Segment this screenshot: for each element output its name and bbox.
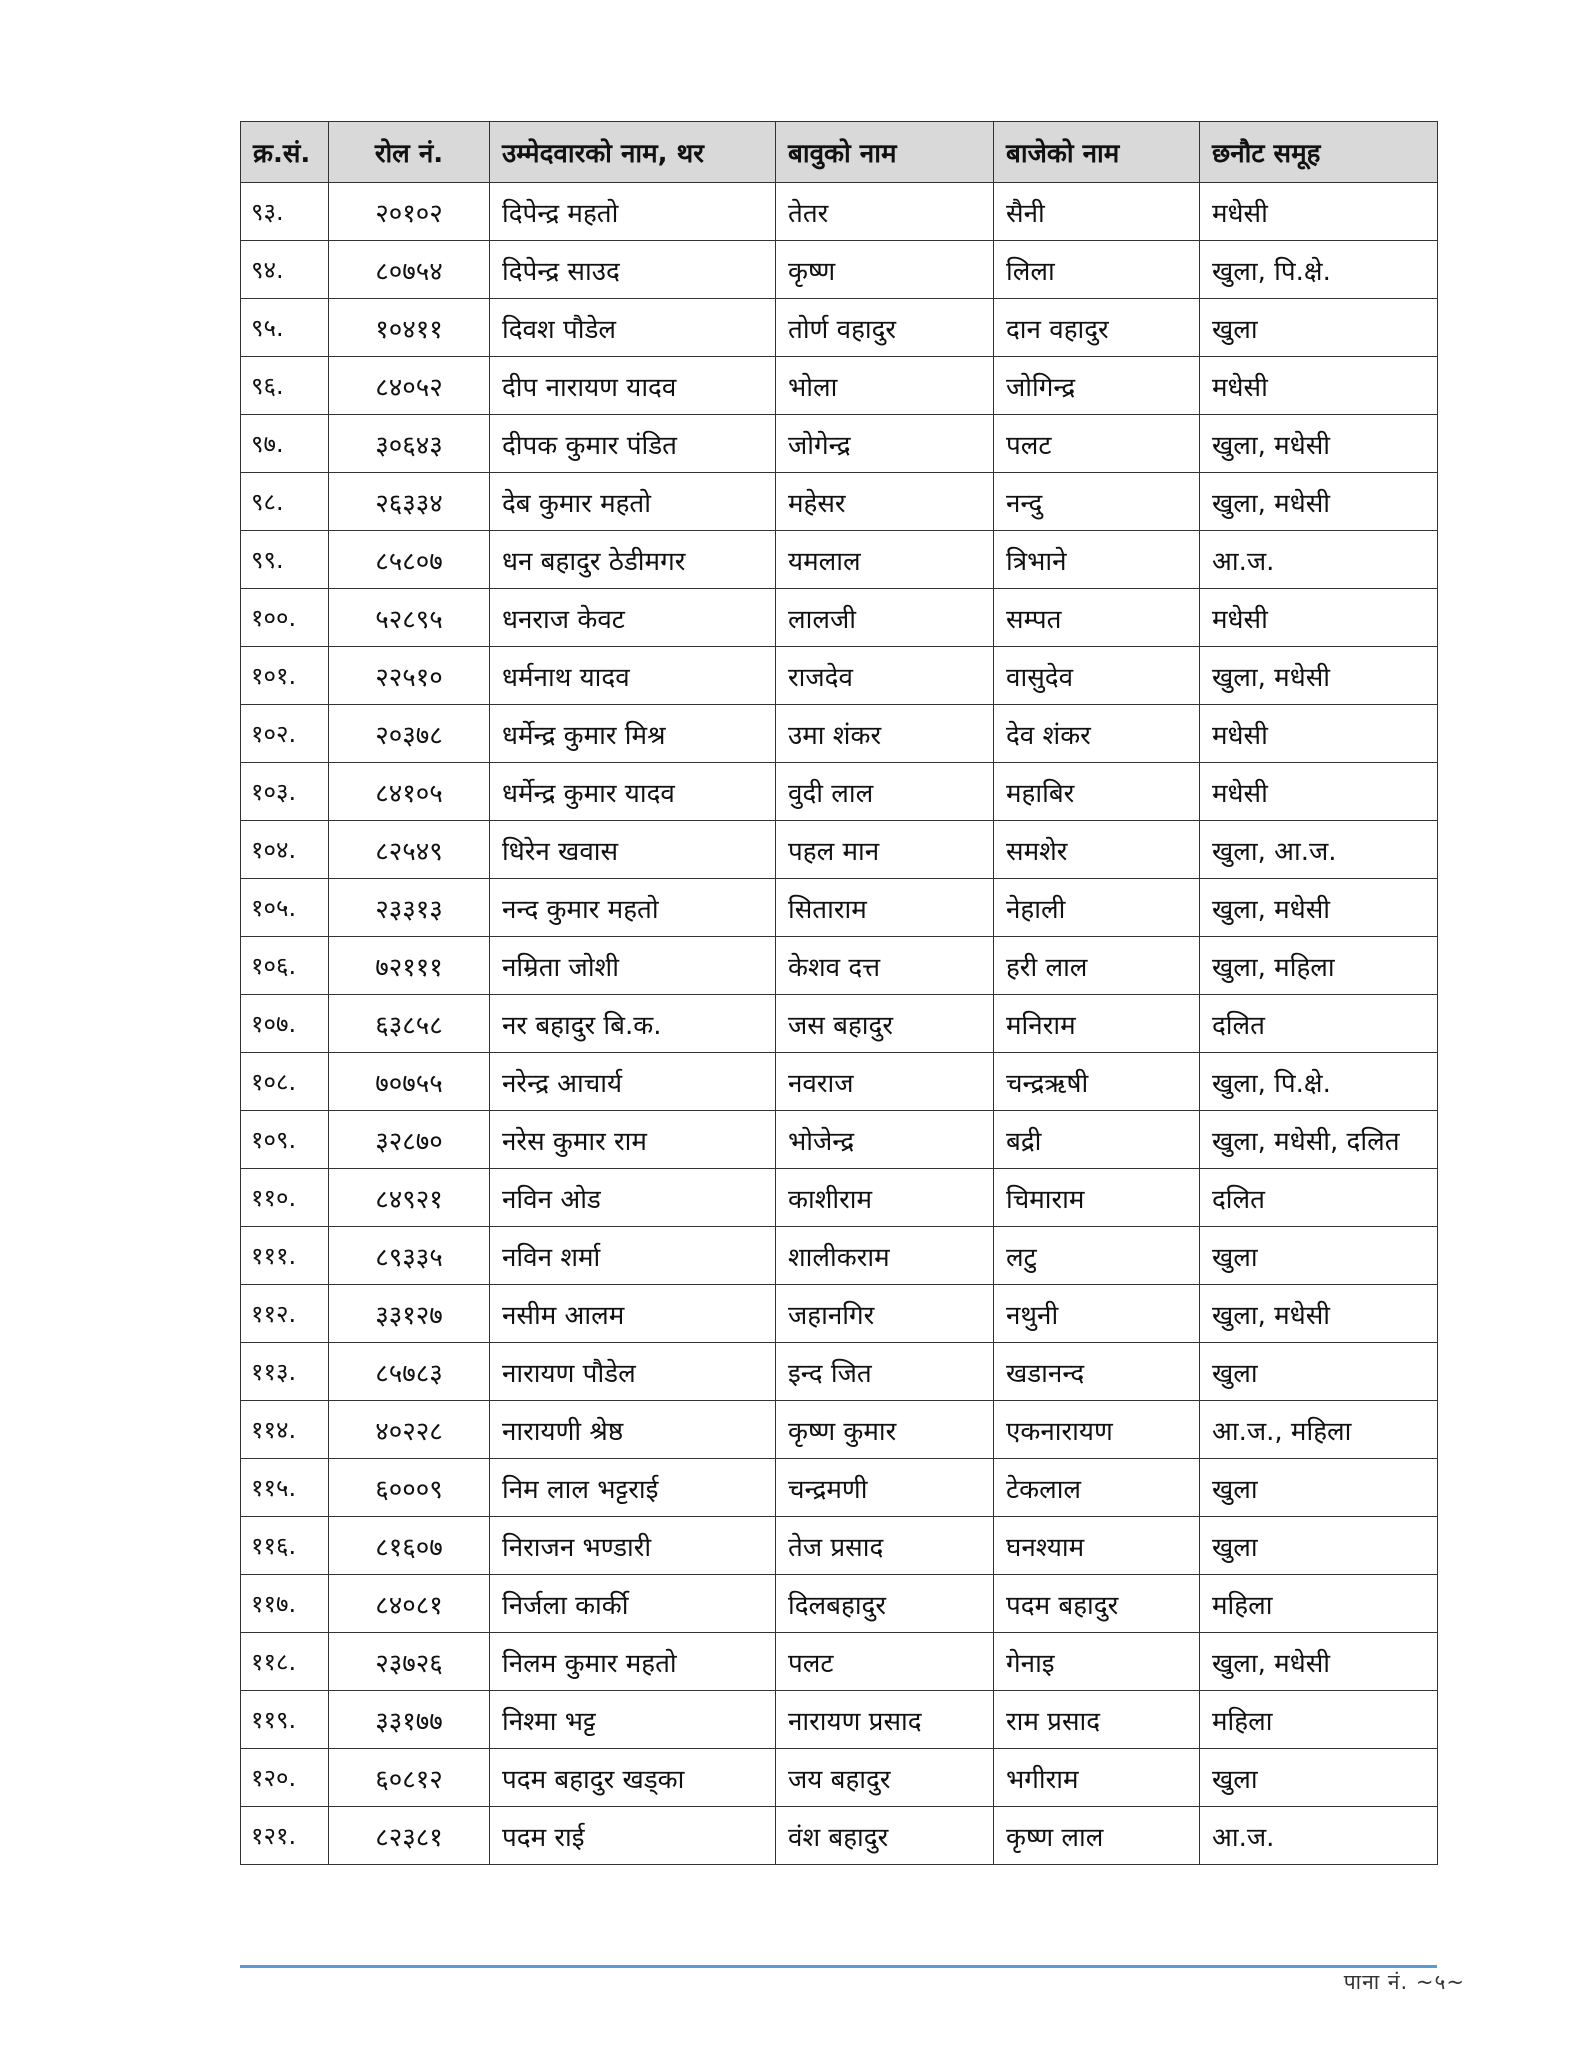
cell-serial-number: ९८. <box>241 473 329 531</box>
cell-candidate-name: देब कुमार महतो <box>490 473 776 531</box>
cell-roll-number: ३०६४३ <box>329 415 490 473</box>
cell-candidate-name: नरेस कुमार राम <box>490 1111 776 1169</box>
cell-serial-number: ११२. <box>241 1285 329 1343</box>
table-row <box>241 1575 1438 1633</box>
cell-candidate-name: धनराज केवट <box>490 589 776 647</box>
table-row <box>241 241 1438 299</box>
cell-father-name: तेतर <box>776 183 994 241</box>
table-body <box>241 183 1438 1865</box>
cell-candidate-name: नन्द कुमार महतो <box>490 879 776 937</box>
cell-selection-group: खुला <box>1200 299 1438 357</box>
cell-father-name: तोर्ण वहादुर <box>776 299 994 357</box>
cell-serial-number: १००. <box>241 589 329 647</box>
cell-selection-group: मधेसी <box>1200 705 1438 763</box>
cell-candidate-name: नम्रिता जोशी <box>490 937 776 995</box>
table-row <box>241 415 1438 473</box>
table-row <box>241 1169 1438 1227</box>
cell-grandfather-name: त्रिभाने <box>994 531 1200 589</box>
cell-candidate-name: निराजन भण्डारी <box>490 1517 776 1575</box>
cell-candidate-name: निलम कुमार महतो <box>490 1633 776 1691</box>
cell-serial-number: ९६. <box>241 357 329 415</box>
cell-father-name: जोगेन्द्र <box>776 415 994 473</box>
cell-serial-number: ११६. <box>241 1517 329 1575</box>
cell-candidate-name: दिपेन्द्र साउद <box>490 241 776 299</box>
table-row <box>241 937 1438 995</box>
cell-grandfather-name: चिमाराम <box>994 1169 1200 1227</box>
cell-roll-number: ८४१०५ <box>329 763 490 821</box>
header-grandfather-name: बाजेको नाम <box>994 122 1200 183</box>
table-row <box>241 357 1438 415</box>
table-row <box>241 531 1438 589</box>
cell-selection-group: खुला <box>1200 1343 1438 1401</box>
cell-father-name: काशीराम <box>776 1169 994 1227</box>
cell-grandfather-name: जोगिन्द्र <box>994 357 1200 415</box>
cell-selection-group: खुला, मधेसी <box>1200 473 1438 531</box>
cell-selection-group: खुला, पि.क्षे. <box>1200 241 1438 299</box>
cell-father-name: नवराज <box>776 1053 994 1111</box>
cell-candidate-name: पदम राई <box>490 1807 776 1865</box>
cell-father-name: पलट <box>776 1633 994 1691</box>
cell-serial-number: ११४. <box>241 1401 329 1459</box>
table-row <box>241 1227 1438 1285</box>
cell-serial-number: ११७. <box>241 1575 329 1633</box>
cell-roll-number: ६३८५८ <box>329 995 490 1053</box>
cell-candidate-name: धन बहादुर ठेडीमगर <box>490 531 776 589</box>
cell-serial-number: ९५. <box>241 299 329 357</box>
header-candidate-name: उम्मेदवारको नाम, थर <box>490 122 776 183</box>
cell-roll-number: ३३१२७ <box>329 1285 490 1343</box>
cell-candidate-name: धर्मेन्द्र कुमार यादव <box>490 763 776 821</box>
cell-grandfather-name: लिला <box>994 241 1200 299</box>
cell-candidate-name: नविन शर्मा <box>490 1227 776 1285</box>
cell-candidate-name: दिवश पौडेल <box>490 299 776 357</box>
cell-candidate-name: नर बहादुर बि.क. <box>490 995 776 1053</box>
cell-selection-group: महिला <box>1200 1691 1438 1749</box>
cell-roll-number: ७२१११ <box>329 937 490 995</box>
cell-selection-group: खुला <box>1200 1749 1438 1807</box>
cell-candidate-name: निम लाल भट्टराई <box>490 1459 776 1517</box>
header-father-name: बावुको नाम <box>776 122 994 183</box>
table-row <box>241 647 1438 705</box>
table-row <box>241 1343 1438 1401</box>
cell-selection-group: महिला <box>1200 1575 1438 1633</box>
cell-roll-number: ५२८९५ <box>329 589 490 647</box>
cell-grandfather-name: महाबिर <box>994 763 1200 821</box>
cell-father-name: सिताराम <box>776 879 994 937</box>
cell-grandfather-name: पदम बहादुर <box>994 1575 1200 1633</box>
cell-selection-group: खुला, मधेसी <box>1200 1285 1438 1343</box>
cell-selection-group: खुला, मधेसी <box>1200 415 1438 473</box>
cell-roll-number: ७०७५५ <box>329 1053 490 1111</box>
table-row <box>241 763 1438 821</box>
cell-father-name: भोजेन्द्र <box>776 1111 994 1169</box>
cell-grandfather-name: चन्द्रऋषी <box>994 1053 1200 1111</box>
cell-roll-number: १०४११ <box>329 299 490 357</box>
cell-father-name: शालीकराम <box>776 1227 994 1285</box>
cell-candidate-name: दीपक कुमार पंडित <box>490 415 776 473</box>
cell-roll-number: २३७२६ <box>329 1633 490 1691</box>
cell-selection-group: खुला, मधेसी <box>1200 1633 1438 1691</box>
cell-grandfather-name: भगीराम <box>994 1749 1200 1807</box>
cell-father-name: उमा शंकर <box>776 705 994 763</box>
cell-serial-number: १०५. <box>241 879 329 937</box>
cell-serial-number: १०८. <box>241 1053 329 1111</box>
cell-grandfather-name: गेनाइ <box>994 1633 1200 1691</box>
cell-serial-number: ९४. <box>241 241 329 299</box>
cell-roll-number: २२५१० <box>329 647 490 705</box>
cell-candidate-name: निर्जला कार्की <box>490 1575 776 1633</box>
cell-father-name: केशव दत्त <box>776 937 994 995</box>
cell-selection-group: खुला <box>1200 1459 1438 1517</box>
cell-father-name: नारायण प्रसाद <box>776 1691 994 1749</box>
cell-selection-group: मधेसी <box>1200 589 1438 647</box>
table-row <box>241 705 1438 763</box>
table-row <box>241 1285 1438 1343</box>
cell-selection-group: मधेसी <box>1200 183 1438 241</box>
table-row <box>241 1459 1438 1517</box>
table-row <box>241 183 1438 241</box>
cell-roll-number: २०१०२ <box>329 183 490 241</box>
cell-serial-number: ११०. <box>241 1169 329 1227</box>
cell-father-name: इन्द जित <box>776 1343 994 1401</box>
cell-serial-number: १०४. <box>241 821 329 879</box>
cell-father-name: कृष्ण कुमार <box>776 1401 994 1459</box>
cell-serial-number: ११९. <box>241 1691 329 1749</box>
table-row <box>241 879 1438 937</box>
cell-grandfather-name: पलट <box>994 415 1200 473</box>
cell-father-name: भोला <box>776 357 994 415</box>
cell-serial-number: ९९. <box>241 531 329 589</box>
cell-grandfather-name: राम प्रसाद <box>994 1691 1200 1749</box>
cell-grandfather-name: कृष्ण लाल <box>994 1807 1200 1865</box>
table-row <box>241 1517 1438 1575</box>
cell-roll-number: ८२३८१ <box>329 1807 490 1865</box>
cell-serial-number: ९३. <box>241 183 329 241</box>
cell-roll-number: ८२५४९ <box>329 821 490 879</box>
cell-candidate-name: नारायण पौडेल <box>490 1343 776 1401</box>
cell-selection-group: खुला <box>1200 1227 1438 1285</box>
cell-selection-group: खुला, पि.क्षे. <box>1200 1053 1438 1111</box>
cell-father-name: वुदी लाल <box>776 763 994 821</box>
cell-serial-number: १०१. <box>241 647 329 705</box>
cell-father-name: पहल मान <box>776 821 994 879</box>
cell-selection-group: खुला, मधेसी <box>1200 879 1438 937</box>
cell-candidate-name: नविन ओड <box>490 1169 776 1227</box>
cell-candidate-name: पदम बहादुर खड्का <box>490 1749 776 1807</box>
cell-grandfather-name: देव शंकर <box>994 705 1200 763</box>
cell-roll-number: ६०००९ <box>329 1459 490 1517</box>
cell-father-name: तेज प्रसाद <box>776 1517 994 1575</box>
page-number: पाना नं. ~५~ <box>1343 1970 1465 1994</box>
cell-grandfather-name: नथुनी <box>994 1285 1200 1343</box>
cell-candidate-name: नारायणी श्रेष्ठ <box>490 1401 776 1459</box>
cell-grandfather-name: लटु <box>994 1227 1200 1285</box>
cell-roll-number: ८४०५२ <box>329 357 490 415</box>
cell-selection-group: खुला, आ.ज. <box>1200 821 1438 879</box>
cell-roll-number: २३३१३ <box>329 879 490 937</box>
cell-roll-number: ८५८०७ <box>329 531 490 589</box>
cell-selection-group: मधेसी <box>1200 763 1438 821</box>
cell-candidate-name: धर्मनाथ यादव <box>490 647 776 705</box>
cell-grandfather-name: खडानन्द <box>994 1343 1200 1401</box>
cell-selection-group: आ.ज. <box>1200 531 1438 589</box>
cell-father-name: राजदेव <box>776 647 994 705</box>
cell-father-name: जय बहादुर <box>776 1749 994 1807</box>
cell-father-name: लालजी <box>776 589 994 647</box>
cell-selection-group: खुला, महिला <box>1200 937 1438 995</box>
cell-roll-number: ८९३३५ <box>329 1227 490 1285</box>
cell-candidate-name: नसीम आलम <box>490 1285 776 1343</box>
cell-selection-group: दलित <box>1200 995 1438 1053</box>
cell-roll-number: ८१६०७ <box>329 1517 490 1575</box>
table-row <box>241 299 1438 357</box>
cell-roll-number: २०३७८ <box>329 705 490 763</box>
cell-roll-number: ६०८१२ <box>329 1749 490 1807</box>
cell-candidate-name: निश्मा भट्ट <box>490 1691 776 1749</box>
cell-candidate-name: दिपेन्द्र महतो <box>490 183 776 241</box>
cell-grandfather-name: नेहाली <box>994 879 1200 937</box>
cell-roll-number: ३२८७० <box>329 1111 490 1169</box>
cell-roll-number: ८४०८१ <box>329 1575 490 1633</box>
cell-serial-number: १२१. <box>241 1807 329 1865</box>
table-row <box>241 1633 1438 1691</box>
cell-grandfather-name: नन्दु <box>994 473 1200 531</box>
cell-grandfather-name: बद्री <box>994 1111 1200 1169</box>
header-roll-number: रोल नं. <box>329 122 490 183</box>
cell-roll-number: २६३३४ <box>329 473 490 531</box>
cell-selection-group: दलित <box>1200 1169 1438 1227</box>
candidate-list-table <box>240 121 1438 1865</box>
cell-selection-group: खुला, मधेसी, दलित <box>1200 1111 1438 1169</box>
cell-grandfather-name: घनश्याम <box>994 1517 1200 1575</box>
cell-grandfather-name: सम्पत <box>994 589 1200 647</box>
cell-serial-number: १२०. <box>241 1749 329 1807</box>
cell-serial-number: १०६. <box>241 937 329 995</box>
cell-grandfather-name: टेकलाल <box>994 1459 1200 1517</box>
cell-grandfather-name: वासुदेव <box>994 647 1200 705</box>
cell-serial-number: १०९. <box>241 1111 329 1169</box>
cell-candidate-name: दीप नारायण यादव <box>490 357 776 415</box>
header-selection-group: छनौट समूह <box>1200 122 1438 183</box>
cell-father-name: जस बहादुर <box>776 995 994 1053</box>
cell-selection-group: आ.ज. <box>1200 1807 1438 1865</box>
table-row <box>241 589 1438 647</box>
footer-divider <box>240 1965 1437 1968</box>
cell-roll-number: ८५७८३ <box>329 1343 490 1401</box>
cell-serial-number: ९७. <box>241 415 329 473</box>
table-row <box>241 995 1438 1053</box>
cell-father-name: जहानगिर <box>776 1285 994 1343</box>
cell-father-name: दिलबहादुर <box>776 1575 994 1633</box>
cell-selection-group: मधेसी <box>1200 357 1438 415</box>
cell-selection-group: आ.ज., महिला <box>1200 1401 1438 1459</box>
cell-roll-number: ८०७५४ <box>329 241 490 299</box>
cell-candidate-name: नरेन्द्र आचार्य <box>490 1053 776 1111</box>
cell-serial-number: ११३. <box>241 1343 329 1401</box>
cell-candidate-name: धिरेन खवास <box>490 821 776 879</box>
cell-grandfather-name: दान वहादुर <box>994 299 1200 357</box>
cell-selection-group: खुला, मधेसी <box>1200 647 1438 705</box>
table-header-row <box>241 122 1438 183</box>
table-row <box>241 1807 1438 1865</box>
table-row <box>241 821 1438 879</box>
table-row <box>241 1053 1438 1111</box>
cell-serial-number: ११५. <box>241 1459 329 1517</box>
cell-grandfather-name: एकनारायण <box>994 1401 1200 1459</box>
table-row <box>241 1691 1438 1749</box>
cell-serial-number: १११. <box>241 1227 329 1285</box>
cell-selection-group: खुला <box>1200 1517 1438 1575</box>
table-row <box>241 1401 1438 1459</box>
table-row <box>241 473 1438 531</box>
cell-serial-number: १०२. <box>241 705 329 763</box>
cell-roll-number: ८४९२१ <box>329 1169 490 1227</box>
cell-father-name: यमलाल <box>776 531 994 589</box>
cell-serial-number: १०३. <box>241 763 329 821</box>
cell-grandfather-name: हरी लाल <box>994 937 1200 995</box>
cell-father-name: चन्द्रमणी <box>776 1459 994 1517</box>
cell-grandfather-name: समशेर <box>994 821 1200 879</box>
cell-father-name: कृष्ण <box>776 241 994 299</box>
cell-serial-number: १०७. <box>241 995 329 1053</box>
cell-roll-number: ३३१७७ <box>329 1691 490 1749</box>
table-row <box>241 1111 1438 1169</box>
cell-grandfather-name: सैनी <box>994 183 1200 241</box>
cell-father-name: महेसर <box>776 473 994 531</box>
cell-serial-number: ११८. <box>241 1633 329 1691</box>
header-serial-number: क्र.सं. <box>241 122 329 183</box>
cell-candidate-name: धर्मेन्द्र कुमार मिश्र <box>490 705 776 763</box>
cell-grandfather-name: मनिराम <box>994 995 1200 1053</box>
table-row <box>241 1749 1438 1807</box>
cell-roll-number: ४०२२८ <box>329 1401 490 1459</box>
cell-father-name: वंश बहादुर <box>776 1807 994 1865</box>
